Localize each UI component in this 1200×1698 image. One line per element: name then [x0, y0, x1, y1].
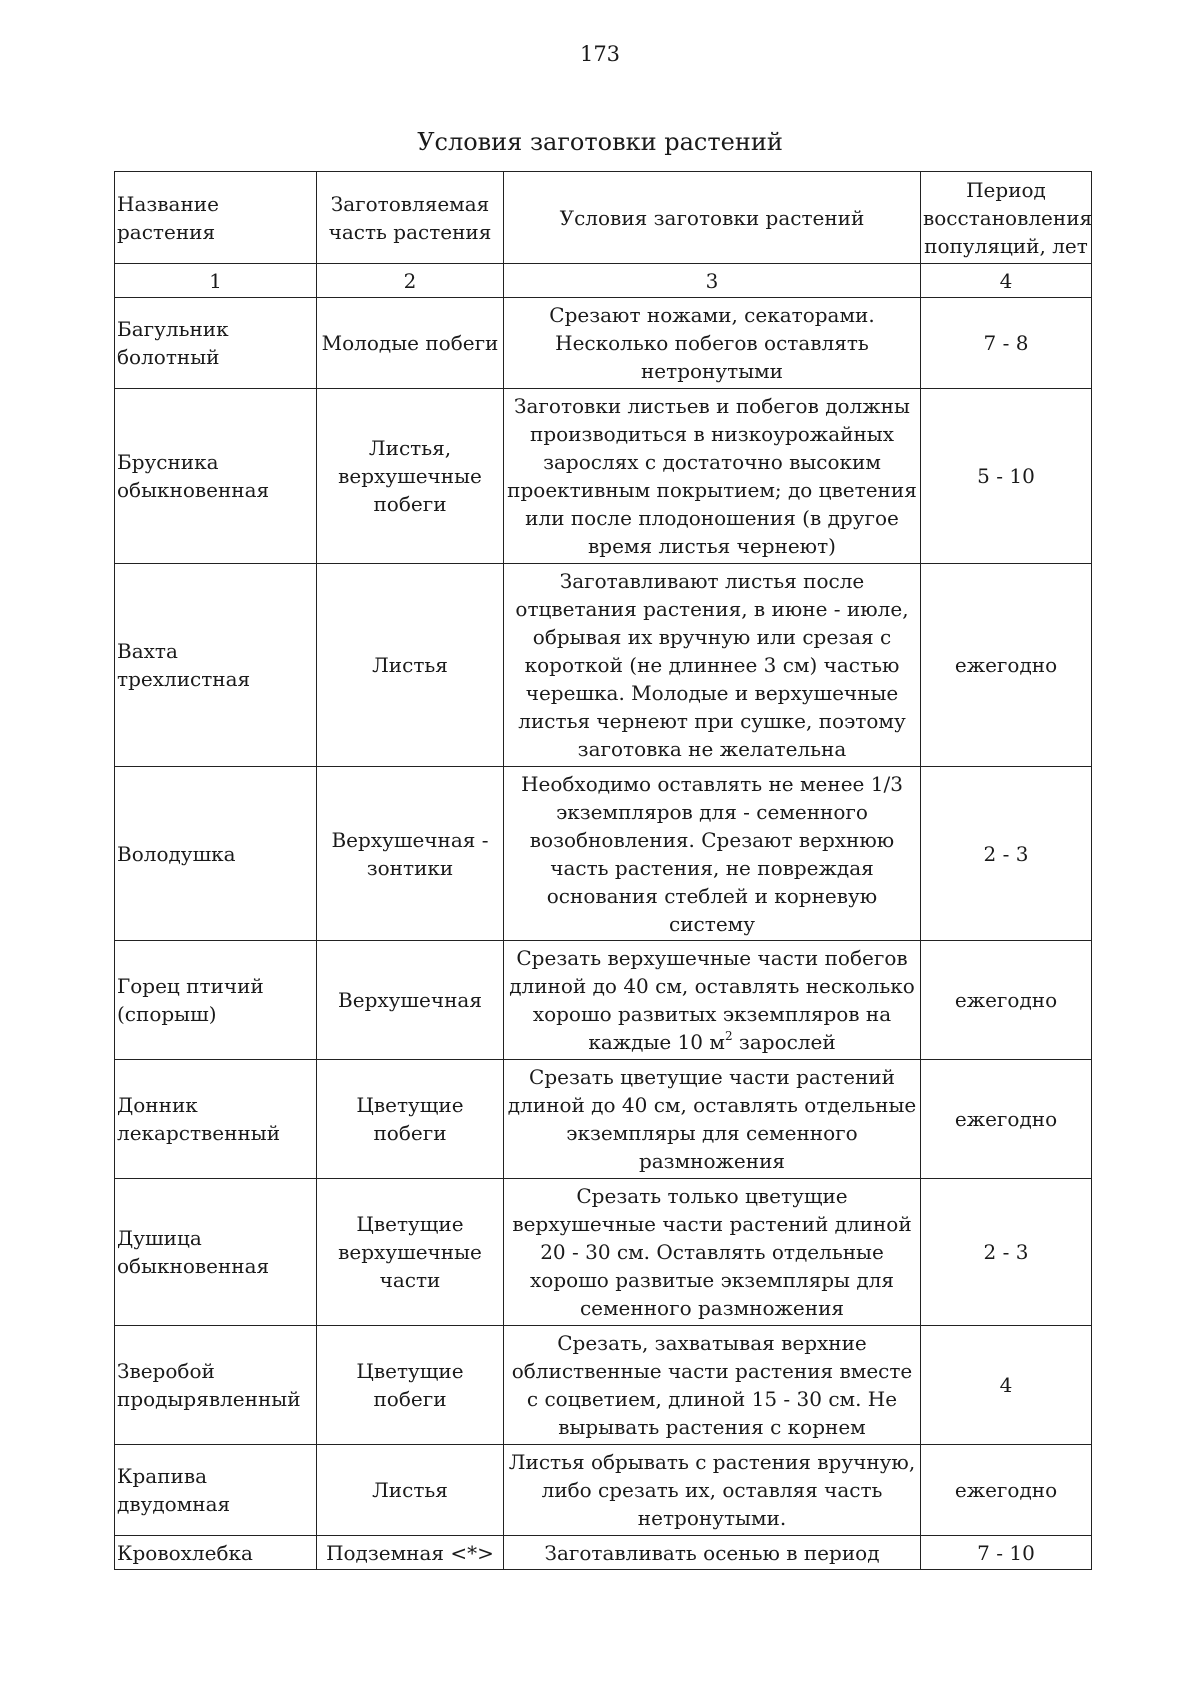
harvested-part-cell: Цветущие побеги [317, 1060, 504, 1179]
table-row [115, 1445, 1092, 1536]
table-row [115, 1179, 1092, 1326]
plant-name-cell: Душица обыкновенная [115, 1179, 317, 1326]
column-number: 1 [115, 264, 317, 298]
conditions-cell: Заготавливать осенью в период [504, 1536, 921, 1570]
plant-name-cell: Володушка [115, 767, 317, 941]
plant-name-cell: Багульник болотный [115, 298, 317, 389]
table-row [115, 1326, 1092, 1445]
harvested-part-cell: Верхушечная - зонтики [317, 767, 504, 941]
period-cell: 7 - 8 [921, 298, 1092, 389]
plant-name-cell: Вахта трехлистная [115, 564, 317, 767]
column-number: 4 [921, 264, 1092, 298]
conditions-text-tail: зарослей [732, 1030, 836, 1054]
conditions-cell: Заготовки листьев и побегов должны производиться в низкоурожайных зарослях с достаточно высоким проективным покрытием; до цветения или после плодоношения (в другое время листья чернеют) [504, 389, 921, 564]
header-harvested-part: Заготовляемая часть растения [317, 172, 504, 264]
harvested-part-cell: Листья [317, 1445, 504, 1536]
plant-name-cell: Крапива двудомная [115, 1445, 317, 1536]
harvested-part-cell: Подземная <*> [317, 1536, 504, 1570]
harvested-part-cell: Листья, верхушечные побеги [317, 389, 504, 564]
conditions-cell: Срезать только цветущие верхушечные части растений длиной 20 - 30 см. Оставлять отдельные хорошо развитые экземпляры для семенного размножения [504, 1179, 921, 1326]
page-title: Условия заготовки растений [417, 128, 783, 156]
harvested-part-cell: Молодые побеги [317, 298, 504, 389]
period-cell: 2 - 3 [921, 767, 1092, 941]
plant-name-cell: Зверобой продырявленный [115, 1326, 317, 1445]
harvested-part-cell: Верхушечная [317, 941, 504, 1060]
plant-name-cell: Брусника обыкновенная [115, 389, 317, 564]
period-cell: ежегодно [921, 941, 1092, 1060]
column-number: 3 [504, 264, 921, 298]
conditions-cell: Заготавливают листья после отцветания растения, в июне - июле, обрывая их вручную или срезая с короткой (не длиннее 3 см) частью черешка. Молодые и верхушечные листья чернеют при сушке, поэтому заготовка не желательна [504, 564, 921, 767]
plant-name-cell: Горец птичий (спорыш) [115, 941, 317, 1060]
plant-name-cell: Донник лекарственный [115, 1060, 317, 1179]
conditions-text: Срезать верхушечные части побегов длиной до 40 см, оставлять несколько хорошо развитых экземпляров на каждые 10 м [509, 946, 915, 1054]
harvested-part-cell: Цветущие побеги [317, 1326, 504, 1445]
superscript-exponent: 2 [724, 1029, 733, 1043]
header-plant-name: Название растения [115, 172, 317, 264]
table-row [115, 767, 1092, 941]
harvested-part-cell: Листья [317, 564, 504, 767]
table-row [115, 1536, 1092, 1570]
period-cell: 5 - 10 [921, 389, 1092, 564]
plant-name-cell: Кровохлебка [115, 1536, 317, 1570]
header-recovery-period: Период восстановления популяций, лет [921, 172, 1092, 264]
column-number-row [115, 264, 1092, 298]
header-conditions: Условия заготовки растений [504, 172, 921, 264]
page-number: 173 [579, 42, 621, 66]
table-row [115, 1060, 1092, 1179]
table-row [115, 941, 1092, 1060]
period-cell: 2 - 3 [921, 1179, 1092, 1326]
table-row [115, 298, 1092, 389]
conditions-cell [504, 941, 921, 1060]
period-cell: ежегодно [921, 1060, 1092, 1179]
conditions-cell: Необходимо оставлять не менее 1/3 экземпляров для - семенного возобновления. Срезают верхнюю часть растения, не повреждая основания стеблей и корневую систему [504, 767, 921, 941]
table-header-row [115, 172, 1092, 264]
period-cell: 4 [921, 1326, 1092, 1445]
harvested-part-cell: Цветущие верхушечные части [317, 1179, 504, 1326]
column-number: 2 [317, 264, 504, 298]
harvest-conditions-table [114, 171, 1092, 1570]
period-cell: ежегодно [921, 564, 1092, 767]
conditions-cell: Листья обрывать с растения вручную, либо срезать их, оставляя часть нетронутыми. [504, 1445, 921, 1536]
period-cell: 7 - 10 [921, 1536, 1092, 1570]
table-row [115, 389, 1092, 564]
table-row [115, 564, 1092, 767]
period-cell: ежегодно [921, 1445, 1092, 1536]
conditions-cell: Срезать цветущие части растений длиной до 40 см, оставлять отдельные экземпляры для семенного размножения [504, 1060, 921, 1179]
conditions-cell: Срезают ножами, секаторами. Несколько побегов оставлять нетронутыми [504, 298, 921, 389]
conditions-cell: Срезать, захватывая верхние облиственные части растения вместе с соцветием, длиной 15 - 30 см. Не вырывать растения с корнем [504, 1326, 921, 1445]
